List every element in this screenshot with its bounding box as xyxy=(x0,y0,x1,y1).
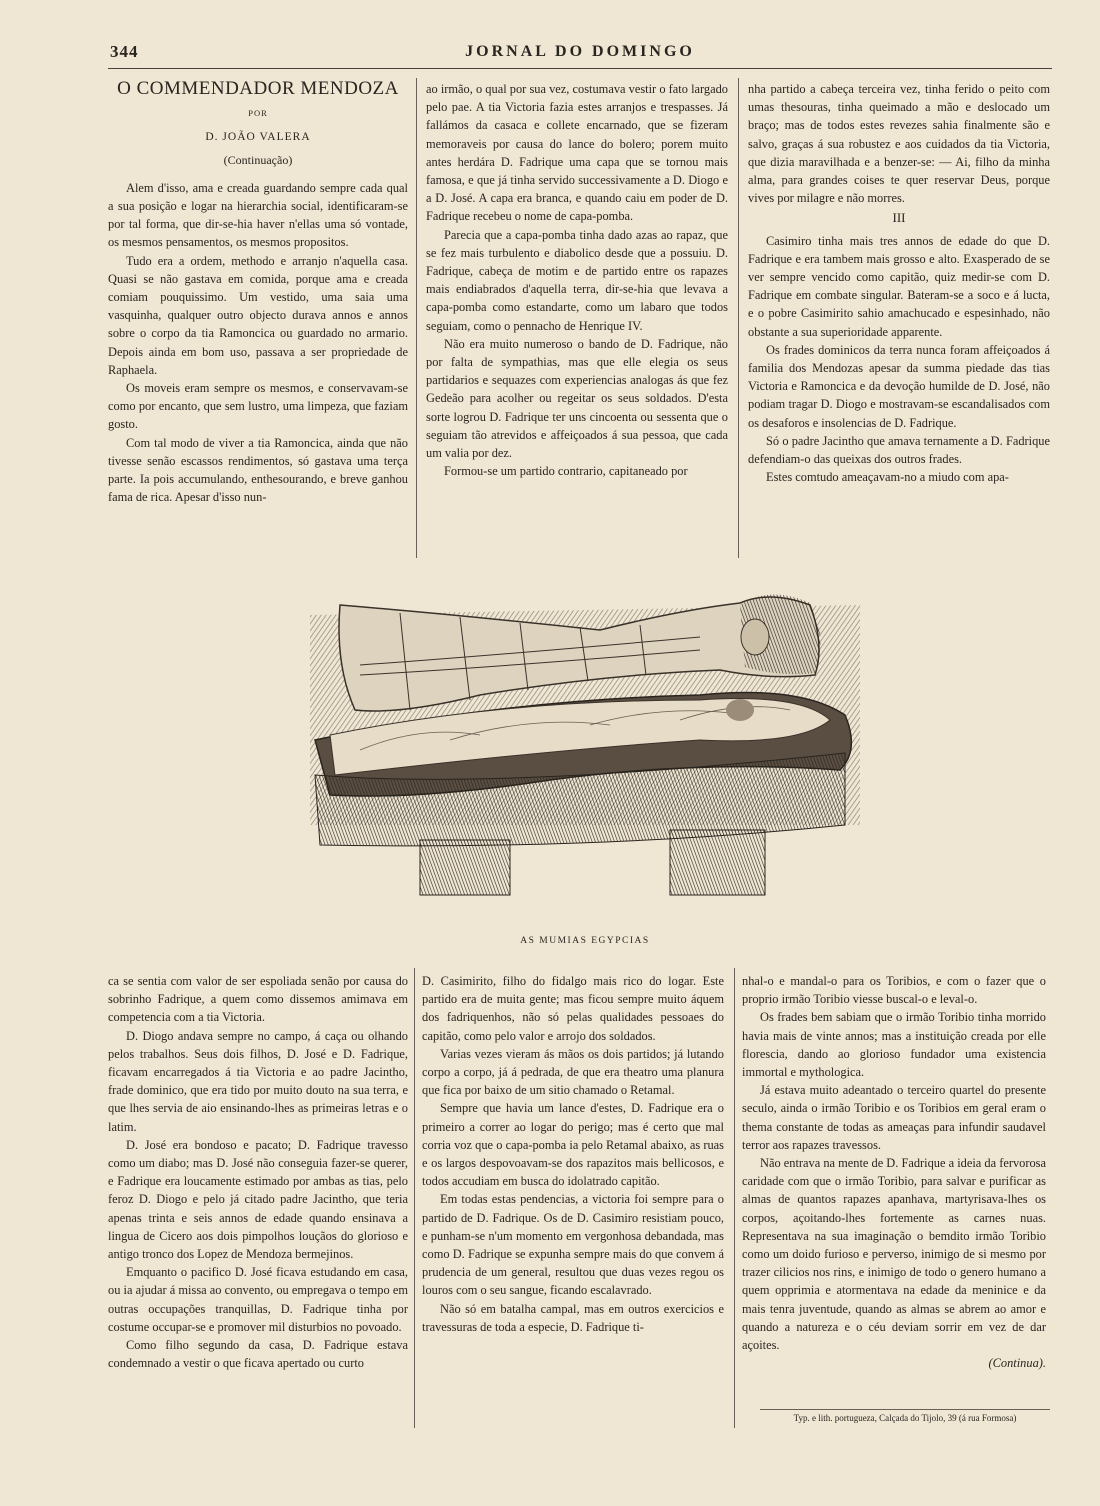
top-column-1 xyxy=(108,80,408,558)
paragraph: Não entrava na mente de D. Fadrique a ideia da fervorosa caridade com que o irmão Toribio, para salvar e purificar as almas de quantos rapazes apanhava, martyrisava-lhes os corpos, açoitando-lhes fortemente as carnes nuas. Representava na sua imaginação o bemdito irmão Toribio como um doido furioso e perverso, inimigo de si mesmo por trazer cilicios nos rins, e inimigo de todo o genero humano a quem opprimia e atormentava na edade da meninice e da mais tenra juventude, quando as almas se abrem ao amor e quando a natureza e o céu deviam sorrir em vez de dar açoites. xyxy=(742,1156,1046,1353)
paragraph: Não era muito numeroso o bando de D. Fadrique, não por falta de sympathias, mas que elle elegia os seus partidarios e sequazes com experiencias analogas ás que fez Gedeão para acolher ou regeitar os seus soldados. D'esta sorte logrou D. Fadrique ter uns cincoenta ou sessenta que o seguiam tão atrevidos e affeiçoados á sua pessoa, que cada um valia por dez. xyxy=(426,336,728,461)
paragraph: Emquanto o pacifico D. José ficava estudando em casa, ou ia ajudar á missa ao convento, ou empregava o tempo em outras occupações tranquillas, D. Fadrique tinha por costume occupar-se e promover mil disturbios no povoado. xyxy=(108,1265,408,1334)
section-number: III xyxy=(892,210,906,226)
article-continuation: (Continuação) xyxy=(223,152,293,167)
article-por: POR xyxy=(248,108,268,119)
paragraph: Parecia que a capa-pomba tinha dado azas ao rapaz, que se fez mais turbulento e diabolico desde que a possuiu. D. Fadrique, cabeça de motim e de partido entre os rapazes mais endiabrados d'aquella terra, dir-se-hia que levava a capa-pomba como estandarte, como um labaro que todos seguiam, como o pennacho de Henrique IV. xyxy=(426,227,728,333)
page-number: 344 xyxy=(110,42,139,61)
paragraph: Estes comtudo ameaçavam-no a miudo com apa- xyxy=(766,470,1009,485)
paragraph: Formou-se um partido contrario, capitaneado por xyxy=(444,464,688,479)
paragraph: nhal-o e mandal-o para os Toribios, e com o fazer que o proprio irmão Toribio viesse buscal-o e leval-o. xyxy=(742,974,1046,1007)
paragraph: Com tal modo de viver a tia Ramoncica, ainda que não tivesse senão escassos rendimentos, só gastava uma terça parte. Ia pois accumulando, enthesourando, e breve ganhou fama de rica. Apesar d'isso nun- xyxy=(108,435,408,505)
paragraph: Não só em batalha campal, mas em outros exercicios e travessuras de toda a especie, D. Fadrique ti- xyxy=(422,1301,724,1334)
paragraph: Já estava muito adeantado o terceiro quartel do presente seculo, ainda o irmão Toribio e os Toribios em geral eram o thema constante de todas as ameaças para infundir saudavel terror aos rapazes travessos. xyxy=(742,1083,1046,1152)
paragraph: Tudo era a ordem, methodo e arranjo n'aquella casa. Quasi se não gastava em comida, porque ama e creada comiam pouquissimo. Um vestido, uma saia uma vasquinha, qualquer outro objecto durava annos e annos sobre o corpo da tia Ramoncica ou guardado no armario. Depois ainda em bom uso, passava a ser propriedade de Raphaela. xyxy=(108,253,408,377)
bottom-column-3 xyxy=(742,972,1046,1404)
printer-imprint: Typ. e lith. portugueza, Calçada do Tijolo, 39 (á rua Formosa) xyxy=(760,1409,1050,1423)
paragraph: ca se sentia com valor de ser espoliada senão por causa do sobrinho Fadrique, a quem como dissemos amimava em competencia com a tia Victoria. xyxy=(108,974,408,1025)
column-divider xyxy=(416,78,417,558)
top-column-2 xyxy=(426,80,728,558)
mummies-illustration xyxy=(300,575,870,903)
journal-title: JORNAL DO DOMINGO xyxy=(465,43,695,60)
column-divider xyxy=(738,78,739,558)
top-column-3 xyxy=(748,80,1050,558)
paragraph: nha partido a cabeça terceira vez, tinha ferido o peito com umas thesouras, tinha queimado a mão e deslocado um braço; mas de todos estes revezes sahia finalmente são e salvo, graças á sua robustez e aos cuidados da tia Victoria, que dizia maravilhada e a benzer-se: — Ai, filho da minha alma, para grandes coises te quer reservar Deus, porque vives por milagre e não morres. xyxy=(748,82,1050,206)
paragraph: D. Diogo andava sempre no campo, á caça ou olhando pelos trabalhos. Seus dois filhos, D. José e D. Fadrique, ficavam encarregados á tia Victoria e ao padre Jacintho, frade dominico, que era tido por muito douto na sua terra, e que lhes servia de aio ensinando-lhes as primeiras letras e o latim. xyxy=(108,1028,408,1134)
bottom-column-1 xyxy=(108,972,408,1432)
column-divider xyxy=(734,968,735,1428)
paragraph: Os frades dominicos da terra nunca foram affeiçoados á familia dos Mendozas apesar da summa piedade das tias Victoria e Ramoncica e da devoção humilde de D. José, não podiam tragar D. Diogo e mostravam-se escandalisados com os desaforos e insolencias de D. Fadrique. xyxy=(748,342,1050,430)
paragraph: Em todas estas pendencias, a victoria foi sempre para o partido de D. Fadrique. Os de D. Casimiro resistiam pouco, e punham-se n'um momento em vergonhosa debandada, mas como D. Fadrique se expunha sempre mais do que convem á prudencia de um general, resultou que duas vezes regou os louros com o seu sangue, ficando escalavrado. xyxy=(422,1192,724,1298)
bottom-column-2 xyxy=(422,972,724,1432)
paragraph: D. Casimirito, filho do fidalgo mais rico do logar. Este partido era de muita gente; mas ficou sempre muito áquem dos fadriquenhos, não só pelas qualidades pessoaes do capitão, como pelo valor e arrojo dos soldados. xyxy=(422,974,724,1043)
column-divider xyxy=(414,968,415,1428)
page-header xyxy=(108,40,1052,70)
paragraph: Sempre que havia um lance d'estes, D. Fadrique era o primeiro a correr ao logar do perigo; mas é certo que mal corria voz que o capa-pomba ia pelo Retamal abaixo, as ruas e os largos despovoavam-se dos rapazitos mais bellicosos, e todos accudiam em busca do idolatrado capitão. xyxy=(422,1101,724,1189)
paragraph: Alem d'isso, ama e creada guardando sempre cada qual a sua posição e logar na hierarchia social, identificaram-se por tal forma, que dir-se-hia haver n'ellas uma só vontade, os mesmos pensamentos, os mesmos propositos. xyxy=(108,180,408,250)
paragraph: Como filho segundo da casa, D. Fadrique estava condemnado a vestir o que ficava apertado ou curto xyxy=(108,1338,408,1371)
article-author: D. JOÃO VALERA xyxy=(205,131,311,144)
illustration-caption: AS MUMIAS EGYPCIAS xyxy=(520,936,650,946)
paragraph: Casimiro tinha mais tres annos de edade do que D. Fadrique e era tambem mais grosso e alto. Exasperado de se ver sempre vencido como capitão, quiz medir-se com D. Fadrique em combate singular. Bateram-se a soco e á lucta, e o pobre Casimirito sahio amachucado e espesinhado, não obstante a sua superioridade apparente. xyxy=(748,233,1050,339)
paragraph: D. José era bondoso e pacato; D. Fadrique travesso como um diabo; mas D. José não conseguia fazer-se querer, e Fadrique era loucamente estimado por ambas as tias, pelo feroz D. Diogo e pelo já citado padre Jacintho, que teria apenas trinta e seis annos de edade quando ensinava a lingua de Cicero aos dois pimpolhos louçãos do glorioso e antigo tronco dos Lopez de Mendoza bermejinos. xyxy=(108,1137,408,1262)
paragraph: Só o padre Jacintho que amava ternamente a D. Fadrique defendiam-o das queixas dos outros frades. xyxy=(748,433,1050,467)
paragraph: Os moveis eram sempre os mesmos, e conservavam-se como por encanto, que sem lustro, uma limpeza, que faziam gosto. xyxy=(108,381,408,432)
paragraph: Varias vezes vieram ás mãos os dois partidos; já lutando corpo a corpo, já á pedrada, de que era theatro uma planura que fica por baixo de um sitio chamado o Retamal. xyxy=(422,1046,724,1098)
paragraph: ao irmão, o qual por sua vez, costumava vestir o fato largado pelo pae. A tia Victoria fazia estes arranjos e trespasses. Já fallámos da casaca e collete encarnado, que se fizeram memoraveis por causa do lance do bolero; porem muito antes herdára D. Fadrique uma capa que se tornou mais famosa, e que já tinha servido successivamente a D. Diogo e a D. José. A capa era branca, e quando caiu em poder de D. Fadrique recebeu o nome de capa-pomba. xyxy=(426,82,728,224)
paragraph: Os frades bem sabiam que o irmão Toribio tinha morrido havia mais de vinte annos; mas a instituição creada por elle florescia, dando ao glorioso fundador uma existencia immortal e mythologica. xyxy=(742,1010,1046,1080)
article-title: O COMMENDADOR MENDOZA xyxy=(117,80,399,99)
header-rule xyxy=(108,68,1052,69)
continua-note: (Continua). xyxy=(988,1356,1046,1371)
